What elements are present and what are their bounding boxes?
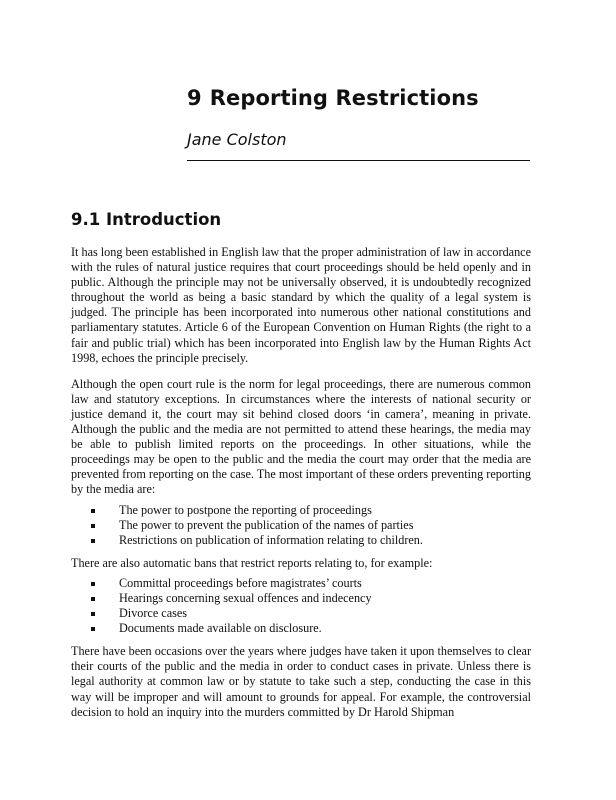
list-item xyxy=(91,621,531,636)
bullet-icon xyxy=(91,597,95,601)
section-heading: 9.1 Introduction xyxy=(71,210,222,229)
list-item-text: Hearings concerning sexual offences and indecency xyxy=(119,590,372,605)
list-item-text: The power to postpone the reporting of proceedings xyxy=(119,502,372,517)
list-item-text: Restrictions on publication of information relating to children. xyxy=(119,532,423,547)
list-item-text: The power to prevent the publication of the names of parties xyxy=(119,517,414,532)
list-item xyxy=(91,533,531,548)
chapter-number: 9 xyxy=(187,86,202,110)
chapter-author: Jane Colston xyxy=(187,130,287,149)
reporting-orders-list xyxy=(71,503,531,548)
automatic-bans-list xyxy=(71,576,531,636)
bullet-icon xyxy=(91,612,95,616)
title-rule xyxy=(187,160,530,161)
bullet-icon xyxy=(91,539,95,543)
bullet-icon xyxy=(91,627,95,631)
list-item xyxy=(91,503,531,518)
chapter-title-text: Reporting Restrictions xyxy=(209,86,479,110)
paragraph-3: There are also automatic bans that restrict reports relating to, for example: xyxy=(71,555,433,570)
bullet-icon xyxy=(91,509,95,513)
list-item-text: Committal proceedings before magistrates’ courts xyxy=(119,575,362,590)
paragraph-4: There have been occasions over the years where judges have taken it upon themselves to clear their courts of the public and the media in order to conduct cases in private. Unless there is legal authority at common law or by statute to take such a step, conducting the case in this way will be improper and will amount to grounds for appeal. For example, the controversial decision to hold an inquiry into the murders committed by Dr Harold Shipman xyxy=(71,644,531,719)
list-item xyxy=(91,591,531,606)
list-item xyxy=(91,606,531,621)
list-item-text: Documents made available on disclosure. xyxy=(119,621,322,636)
list-item-text: Divorce cases xyxy=(119,606,188,621)
bullet-icon xyxy=(91,524,95,528)
chapter-title xyxy=(187,86,479,110)
body-text xyxy=(71,245,531,720)
list-item xyxy=(91,576,531,591)
list-item xyxy=(91,518,531,533)
bullet-icon xyxy=(91,582,95,586)
paragraph-2: Although the open court rule is the norm for legal proceedings, there are numerous common law and statutory exceptions. In circumstances where the interests of national security or justice demand it, the court may sit behind closed doors ‘in camera’, meaning in private. Although the public and the media are not permitted to attend these hearings, the media may be able to publish limited reports on the proceedings. In other situations, while the proceedings may be open to the public and the media the court may order that the media are prevented from reporting on the case. The most important of these orders preventing reporting by the media are: xyxy=(71,376,531,497)
paragraph-1: It has long been established in English law that the proper administration of law in accordance with the rules of natural justice requires that court proceedings should be held openly and in public. Although the principle may not be universally observed, it is undoubtedly recognized throughout the world as being a basic standard by which the quality of a legal system is judged. The principle has been incorporated into numerous other national constitutions and parliamentary statutes. Article 6 of the European Convention on Human Rights (the right to a fair and public trial) which has been incorporated into English law by the Human Rights Act 1998, echoes the principle precisely. xyxy=(71,245,531,365)
